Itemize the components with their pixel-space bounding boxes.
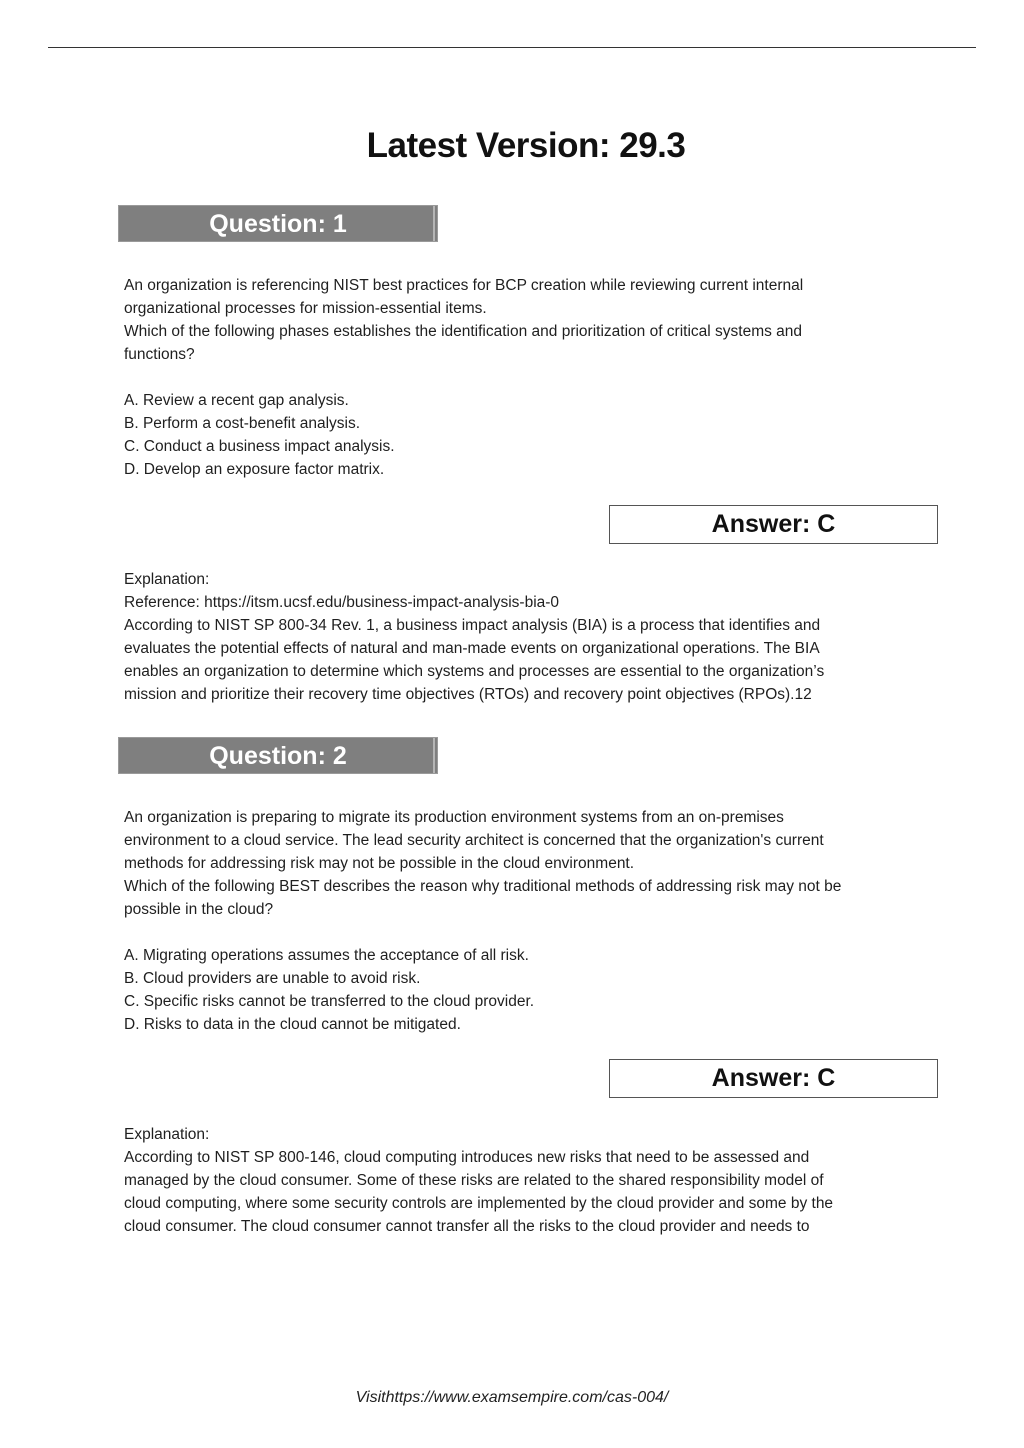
question-2-stem (124, 806, 934, 1036)
footer-link[interactable]: Visithttps://www.examsempire.com/cas-004/ (355, 1389, 669, 1406)
question-1-stem-line: functions? (124, 346, 195, 363)
question-1-explanation (124, 568, 934, 706)
question-2-stem-line: An organization is preparing to migrate its production environment systems from an on-premises (124, 809, 784, 826)
question-2-answer: Answer: C (609, 1059, 938, 1098)
question-2-option-d: D. Risks to data in the cloud cannot be mitigated. (124, 1016, 461, 1033)
question-2-stem-line: methods for addressing risk may not be possible in the cloud environment. (124, 855, 635, 872)
question-1-stem-line: An organization is referencing NIST best practices for BCP creation while reviewing current internal (124, 277, 804, 294)
question-2-option-c: C. Specific risks cannot be transferred to the cloud provider. (124, 993, 535, 1010)
question-2-option-b: B. Cloud providers are unable to avoid risk. (124, 970, 421, 987)
explanation-line: evaluates the potential effects of natural and man-made events on organizational operations. The BIA (124, 640, 820, 657)
top-divider (48, 47, 976, 48)
explanation-line: Reference: https://itsm.ucsf.edu/business-impact-analysis-bia-0 (124, 594, 560, 611)
explanation-line: cloud computing, where some security controls are implemented by the cloud provider and some by the (124, 1195, 834, 1212)
explanation-line: cloud consumer. The cloud consumer cannot transfer all the risks to the cloud provider and needs to (124, 1218, 810, 1235)
explanation-line: mission and prioritize their recovery time objectives (RTOs) and recovery point objectives (RPOs).12 (124, 686, 812, 703)
question-1-option-c: C. Conduct a business impact analysis. (124, 438, 395, 455)
question-1-stem-line: Which of the following phases establishes the identification and prioritization of critical systems and (124, 323, 803, 340)
explanation-line: enables an organization to determine which systems and processes are essential to the organization’s (124, 663, 825, 680)
explanation-line: managed by the cloud consumer. Some of these risks are related to the shared responsibility model of (124, 1172, 824, 1189)
question-2-stem-line: Which of the following BEST describes the reason why traditional methods of addressing risk may not be (124, 878, 842, 895)
explanation-line: According to NIST SP 800-34 Rev. 1, a business impact analysis (BIA) is a process that identifies and (124, 617, 821, 634)
explanation-line: Explanation: (124, 1126, 210, 1143)
page-title: Latest Version: 29.3 (366, 126, 686, 165)
question-1-option-d: D. Develop an exposure factor matrix. (124, 461, 385, 478)
question-1-answer: Answer: C (609, 505, 938, 544)
explanation-line: According to NIST SP 800-146, cloud computing introduces new risks that need to be assessed and (124, 1149, 810, 1166)
question-1-option-b: B. Perform a cost-benefit analysis. (124, 415, 361, 432)
question-2-explanation (124, 1123, 934, 1238)
question-2-stem-line: environment to a cloud service. The lead security architect is concerned that the organization's current (124, 832, 824, 849)
question-2-header: Question: 2 (118, 737, 438, 774)
question-1-option-a: A. Review a recent gap analysis. (124, 392, 349, 409)
question-2-stem-line: possible in the cloud? (124, 901, 274, 918)
question-1-header: Question: 1 (118, 205, 438, 242)
question-2-option-a: A. Migrating operations assumes the acceptance of all risk. (124, 947, 529, 964)
question-1-stem (124, 274, 934, 481)
question-1-stem-line: organizational processes for mission-essential items. (124, 300, 487, 317)
explanation-line: Explanation: (124, 571, 210, 588)
